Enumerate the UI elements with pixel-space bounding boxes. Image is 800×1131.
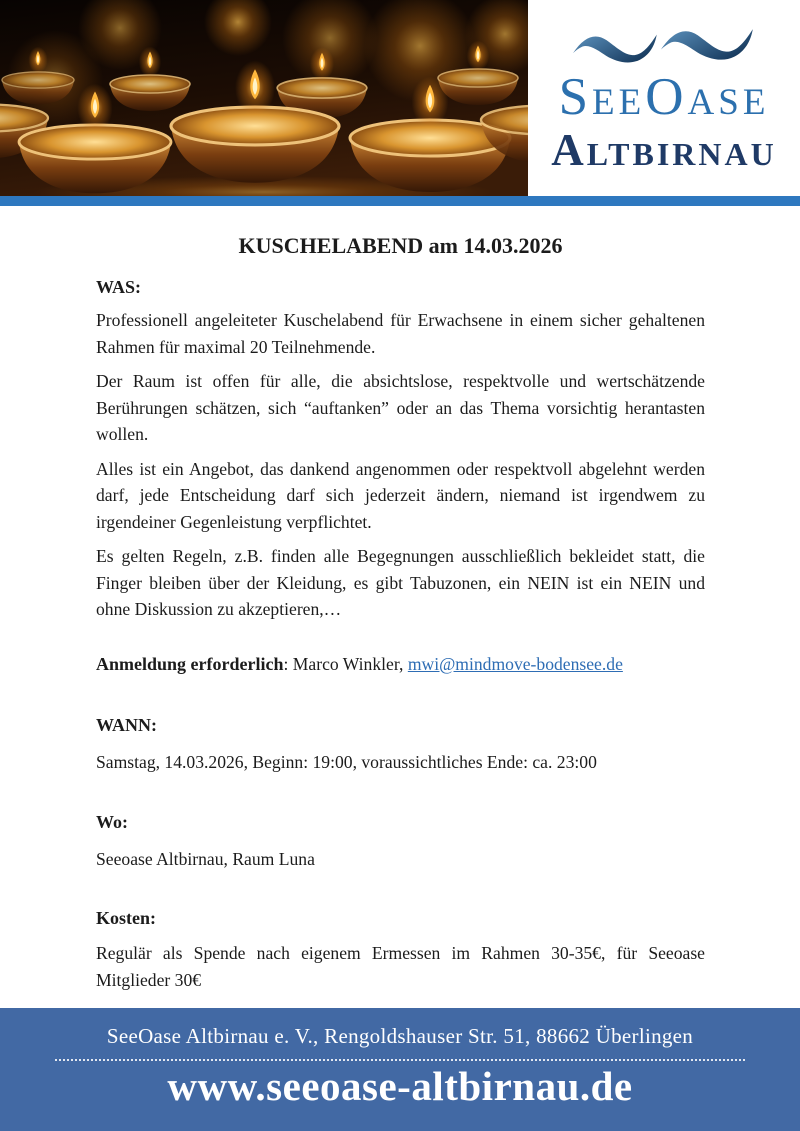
- header-divider-bar: [0, 196, 800, 206]
- event-title: KUSCHELABEND am 14.03.2026: [238, 233, 563, 258]
- wo-text: Seeoase Altbirnau, Raum Luna: [96, 848, 315, 869]
- wave-logo-icon: [571, 20, 757, 68]
- registration-line: [96, 651, 705, 678]
- candles-photo: [0, 0, 528, 196]
- wann-text: Samstag, 14.03.2026, Beginn: 19:00, voraussichtliches Ende: ca. 23:00: [96, 752, 597, 772]
- footer-dotted-divider: [55, 1059, 745, 1061]
- header: [0, 0, 800, 196]
- paragraph-description: Professionell angeleiteter Kuschelabend für Erwachsene in einem sicher gehaltenen Rahmen für maximal 20 Teilnehmende.: [96, 310, 705, 357]
- paragraph-consent: Alles ist ein Angebot, das dankend angenommen oder respektvoll abgelehnt werden darf, jede Entscheidung darf sich jederzeit ändern, niemand ist irgendwem zu irgendeiner Gegenleistung verpflichtet.: [96, 458, 705, 532]
- logo-name-bottom: Altbirnau: [551, 125, 777, 175]
- registration-label: Anmeldung erforderlich: [96, 653, 284, 674]
- email-link[interactable]: mwi@mindmove-bodensee.de: [407, 653, 623, 674]
- website-url: www.seeoase-altbirnau.de: [167, 1063, 633, 1109]
- section-label-wo: Wo:: [96, 811, 129, 832]
- flyer-content: [0, 206, 800, 993]
- section-label-was: WAS:: [96, 277, 142, 297]
- paragraph-rules: Es gelten Regeln, z.B. finden alle Begegnungen ausschließlich bekleidet statt, die Finger bleiben über der Kleidung, es gibt Tabuzonen, ein NEIN ist ein NEIN und ohne Diskussion zu akzeptieren,…: [96, 546, 705, 619]
- logo-name-top: SeeOase: [558, 68, 770, 126]
- footer-address: SeeOase Altbirnau e. V., Rengoldshauser Str. 51, 88662 Überlingen: [106, 1024, 694, 1048]
- logo: [528, 0, 800, 196]
- registration-contact: : Marco Winkler,: [283, 653, 408, 674]
- section-label-wann: WANN:: [96, 715, 157, 735]
- kosten-text: Regulär als Spende nach eigenem Ermessen im Rahmen 30-35€, für Seeoase Mitglieder 30€: [96, 943, 705, 990]
- section-label-kosten: Kosten:: [96, 908, 156, 928]
- footer: [0, 1008, 800, 1131]
- paragraph-room: Der Raum ist offen für alle, die absichtslose, respektvolle und wertschätzende Berührungen schätzen, sich “auftanken” oder an das Thema vorsichtig herantasten wollen.: [96, 371, 705, 444]
